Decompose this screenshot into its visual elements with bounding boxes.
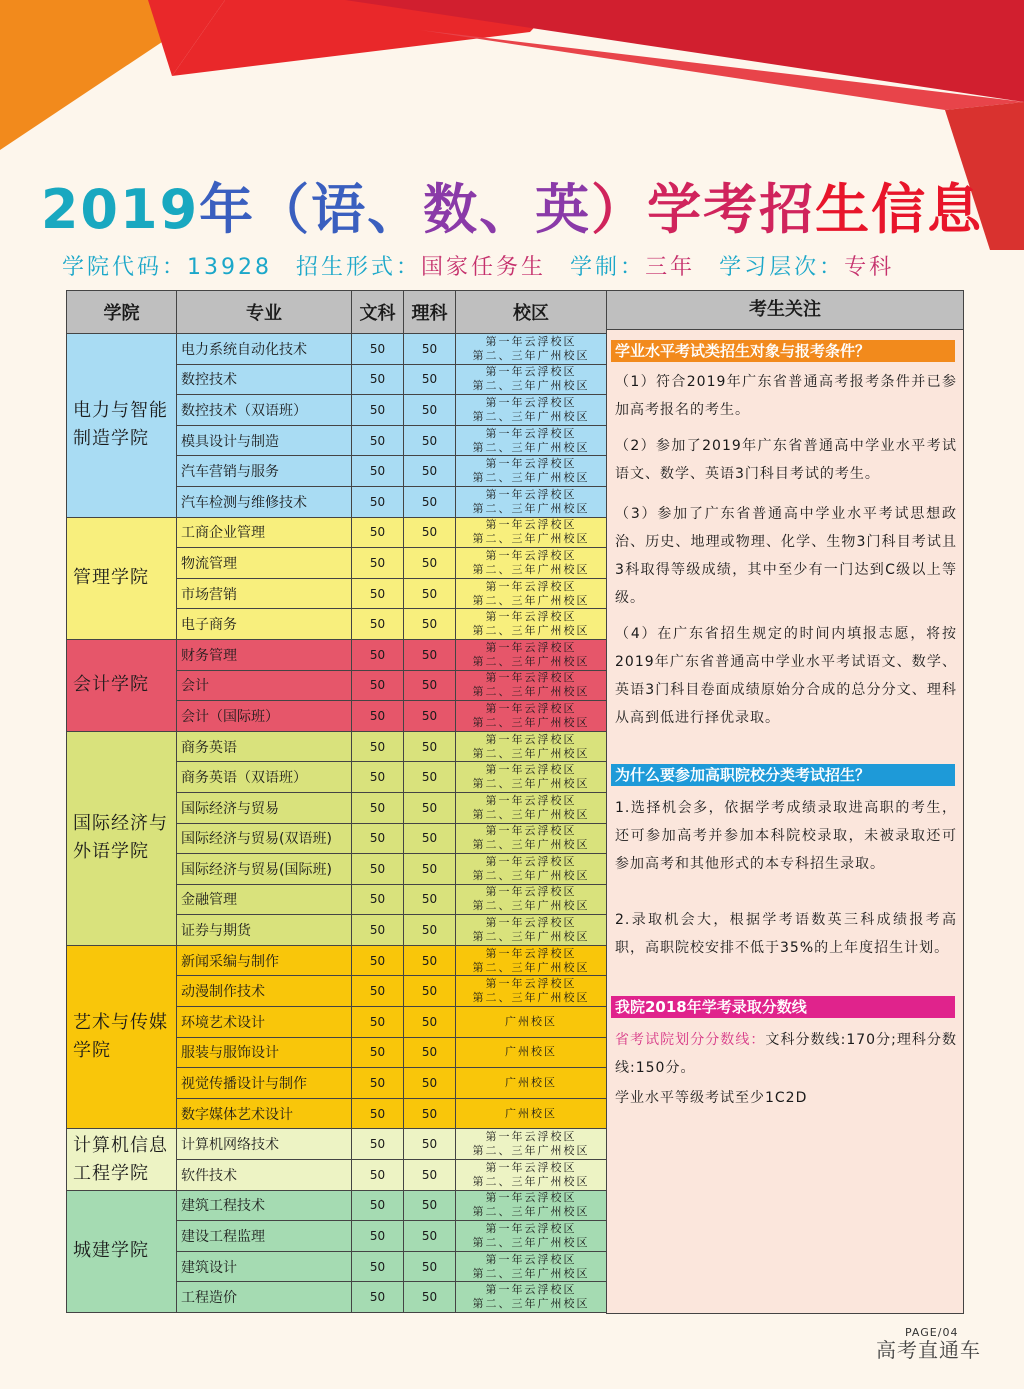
science-score: 50	[404, 762, 456, 793]
section-banner-why: 为什么要参加高职院校分类考试招生？	[611, 764, 955, 786]
science-score: 50	[404, 1068, 456, 1099]
arts-score: 50	[352, 1251, 404, 1282]
college-name: 艺术与传媒学院	[67, 945, 177, 1129]
campus-line-later-years: 第二、三年广州校区	[472, 1174, 590, 1188]
campus-line-first-year: 第一年云浮校区	[485, 977, 577, 991]
header-major: 专业	[177, 291, 352, 334]
science-score: 50	[404, 1282, 456, 1313]
header-campus: 校区	[456, 291, 607, 334]
campus-line-later-years: 第二、三年广州校区	[472, 593, 590, 607]
major-name: 建筑工程技术	[177, 1190, 352, 1221]
campus-line-first-year: 第一年云浮校区	[485, 610, 577, 624]
campus-cell	[456, 670, 607, 701]
arts-score: 50	[352, 945, 404, 976]
campus-line-later-years: 第二、三年广州校区	[472, 1144, 590, 1158]
campus-line-later-years: 第二、三年广州校区	[472, 868, 590, 882]
arts-score: 50	[352, 1190, 404, 1221]
campus-cell	[456, 823, 607, 854]
campus-line-guangzhou: 广州校区	[505, 1076, 557, 1090]
science-score: 50	[404, 945, 456, 976]
header-science: 理科	[404, 291, 456, 334]
campus-line-later-years: 第二、三年广州校区	[472, 532, 590, 546]
arts-score: 50	[352, 1221, 404, 1252]
arts-score: 50	[352, 701, 404, 732]
table-row	[67, 1129, 607, 1160]
science-score: 50	[404, 1190, 456, 1221]
arts-score: 50	[352, 1282, 404, 1313]
major-name: 国际经济与贸易(国际班)	[177, 854, 352, 885]
score-line-text: 文科分数线:170分;理科分数线:150分。	[615, 1032, 958, 1076]
science-score: 50	[404, 1160, 456, 1191]
arts-score: 50	[352, 854, 404, 885]
arts-score: 50	[352, 1037, 404, 1068]
note-paragraph: （1）符合2019年广东省普通高考报考条件并已参加高考报名的考生。	[615, 374, 957, 418]
college-name: 管理学院	[67, 517, 177, 639]
subtitle-info	[62, 250, 1022, 281]
science-score: 50	[404, 792, 456, 823]
campus-line-later-years: 第二、三年广州校区	[472, 960, 590, 974]
college-code-value: 13928	[187, 255, 273, 280]
science-score: 50	[404, 1098, 456, 1129]
major-name: 国际经济与贸易(双语班)	[177, 823, 352, 854]
table-row	[67, 731, 607, 762]
campus-line-first-year: 第一年云浮校区	[485, 1252, 577, 1266]
section-banner-scores: 我院2018年学考录取分数线	[611, 996, 955, 1018]
arts-score: 50	[352, 792, 404, 823]
note-paragraph: 2.录取机会大，根据学考语数英三科成绩报考高职，高职院校安排不低于35%的上年度招生计划。	[615, 912, 957, 956]
major-name: 电子商务	[177, 609, 352, 640]
campus-line-later-years: 第二、三年广州校区	[472, 838, 590, 852]
campus-line-later-years: 第二、三年广州校区	[472, 807, 590, 821]
arts-score: 50	[352, 334, 404, 365]
campus-cell	[456, 792, 607, 823]
campus-cell	[456, 701, 607, 732]
major-name: 数字媒体艺术设计	[177, 1098, 352, 1129]
campus-line-first-year: 第一年云浮校区	[485, 1283, 577, 1297]
campus-cell	[456, 1037, 607, 1068]
campus-line-later-years: 第二、三年广州校区	[472, 379, 590, 393]
campus-cell	[456, 731, 607, 762]
arts-score: 50	[352, 1098, 404, 1129]
campus-line-first-year: 第一年云浮校区	[485, 579, 577, 593]
science-score: 50	[404, 364, 456, 395]
campus-line-first-year: 第一年云浮校区	[485, 1191, 577, 1205]
campus-cell	[456, 762, 607, 793]
campus-line-later-years: 第二、三年广州校区	[472, 715, 590, 729]
section-banner-conditions: 学业水平考试类招生对象与报考条件？	[611, 340, 955, 362]
header-college: 学院	[67, 291, 177, 334]
arts-score: 50	[352, 823, 404, 854]
campus-cell	[456, 945, 607, 976]
watermark: 高考直通车	[876, 1338, 981, 1362]
arts-score: 50	[352, 364, 404, 395]
college-name: 城建学院	[67, 1190, 177, 1312]
campus-cell	[456, 1251, 607, 1282]
science-score: 50	[404, 701, 456, 732]
campus-cell	[456, 1190, 607, 1221]
campus-cell	[456, 639, 607, 670]
campus-cell	[456, 1282, 607, 1313]
science-score: 50	[404, 548, 456, 579]
study-length-label: 学制：	[570, 255, 646, 280]
major-name: 证券与期货	[177, 915, 352, 946]
arts-score: 50	[352, 548, 404, 579]
major-name: 视觉传播设计与制作	[177, 1068, 352, 1099]
campus-line-later-years: 第二、三年广州校区	[472, 348, 590, 362]
major-name: 工商企业管理	[177, 517, 352, 548]
science-score: 50	[404, 1037, 456, 1068]
college-code-label: 学院代码：	[62, 255, 188, 280]
score-line-label: 省考试院划分分数线：	[615, 1032, 766, 1048]
campus-line-later-years: 第二、三年广州校区	[472, 1266, 590, 1280]
campus-line-first-year: 第一年云浮校区	[485, 701, 577, 715]
campus-line-later-years: 第二、三年广州校区	[472, 1297, 590, 1311]
arts-score: 50	[352, 731, 404, 762]
science-score: 50	[404, 731, 456, 762]
note-paragraph: （3）参加了广东省普通高中学业水平考试思想政治、历史、地理或物理、化学、生物3门科目考试且3科取得等级成绩，其中至少有一门达到C级以上等级。	[615, 506, 957, 606]
note-paragraph: （2）参加了2019年广东省普通高中学业水平考试语文、数学、英语3门科目考试的考生。	[615, 438, 957, 482]
campus-cell	[456, 364, 607, 395]
major-name: 会计	[177, 670, 352, 701]
science-score: 50	[404, 1251, 456, 1282]
table-header-row	[67, 291, 607, 334]
campus-line-first-year: 第一年云浮校区	[485, 854, 577, 868]
arts-score: 50	[352, 1129, 404, 1160]
campus-line-later-years: 第二、三年广州校区	[472, 654, 590, 668]
campus-line-first-year: 第一年云浮校区	[485, 548, 577, 562]
major-name: 金融管理	[177, 884, 352, 915]
science-score: 50	[404, 486, 456, 517]
campus-cell	[456, 1007, 607, 1038]
campus-cell	[456, 486, 607, 517]
science-score: 50	[404, 609, 456, 640]
arts-score: 50	[352, 486, 404, 517]
arts-score: 50	[352, 670, 404, 701]
campus-cell	[456, 578, 607, 609]
campus-line-later-years: 第二、三年广州校区	[472, 930, 590, 944]
arts-score: 50	[352, 762, 404, 793]
campus-line-first-year: 第一年云浮校区	[485, 365, 577, 379]
arts-score: 50	[352, 639, 404, 670]
major-name: 商务英语	[177, 731, 352, 762]
campus-line-first-year: 第一年云浮校区	[485, 732, 577, 746]
arts-score: 50	[352, 884, 404, 915]
page-title: 2019年（语、数、英）学考招生信息	[40, 178, 984, 241]
arts-score: 50	[352, 1068, 404, 1099]
campus-cell	[456, 395, 607, 426]
table-row	[67, 945, 607, 976]
arts-score: 50	[352, 456, 404, 487]
campus-line-later-years: 第二、三年广州校区	[472, 777, 590, 791]
campus-line-first-year: 第一年云浮校区	[485, 793, 577, 807]
major-name: 汽车检测与维修技术	[177, 486, 352, 517]
campus-line-first-year: 第一年云浮校区	[485, 334, 577, 348]
science-score: 50	[404, 854, 456, 885]
college-name: 会计学院	[67, 639, 177, 731]
college-name: 计算机信息工程学院	[67, 1129, 177, 1190]
enroll-type-value: 国家任务生	[421, 255, 547, 280]
table-row	[67, 1190, 607, 1221]
campus-line-first-year: 第一年云浮校区	[485, 763, 577, 777]
campus-line-later-years: 第二、三年广州校区	[472, 746, 590, 760]
campus-cell	[456, 548, 607, 579]
table-row	[67, 334, 607, 365]
science-score: 50	[404, 670, 456, 701]
science-score: 50	[404, 517, 456, 548]
science-score: 50	[404, 395, 456, 426]
arts-score: 50	[352, 976, 404, 1007]
campus-line-first-year: 第一年云浮校区	[485, 1222, 577, 1236]
campus-cell	[456, 456, 607, 487]
campus-line-later-years: 第二、三年广州校区	[472, 685, 590, 699]
table-row	[67, 517, 607, 548]
science-score: 50	[404, 425, 456, 456]
major-name: 软件技术	[177, 1160, 352, 1191]
science-score: 50	[404, 578, 456, 609]
science-score: 50	[404, 1129, 456, 1160]
study-length-value: 三年	[645, 255, 696, 280]
arts-score: 50	[352, 1160, 404, 1191]
major-name: 模具设计与制造	[177, 425, 352, 456]
major-name: 计算机网络技术	[177, 1129, 352, 1160]
campus-line-first-year: 第一年云浮校区	[485, 518, 577, 532]
major-name: 新闻采编与制作	[177, 945, 352, 976]
campus-cell	[456, 609, 607, 640]
campus-cell	[456, 1160, 607, 1191]
major-name: 财务管理	[177, 639, 352, 670]
arts-score: 50	[352, 425, 404, 456]
major-name: 国际经济与贸易	[177, 792, 352, 823]
campus-line-later-years: 第二、三年广州校区	[472, 471, 590, 485]
major-name: 环境艺术设计	[177, 1007, 352, 1038]
campus-line-first-year: 第一年云浮校区	[485, 487, 577, 501]
notes-panel	[606, 330, 964, 1314]
campus-cell	[456, 1129, 607, 1160]
enroll-type-label: 招生形式：	[296, 255, 422, 280]
campus-cell	[456, 854, 607, 885]
major-name: 物流管理	[177, 548, 352, 579]
science-score: 50	[404, 823, 456, 854]
campus-line-later-years: 第二、三年广州校区	[472, 899, 590, 913]
major-name: 数控技术（双语班）	[177, 395, 352, 426]
science-score: 50	[404, 639, 456, 670]
note-paragraph: 学业水平等级考试至少1C2D	[615, 1090, 808, 1106]
table-row	[67, 639, 607, 670]
campus-line-first-year: 第一年云浮校区	[485, 457, 577, 471]
science-score: 50	[404, 1007, 456, 1038]
college-name: 电力与智能制造学院	[67, 334, 177, 518]
notes-header: 考生关注	[606, 290, 964, 330]
campus-line-first-year: 第一年云浮校区	[485, 946, 577, 960]
note-paragraph: （4）在广东省招生规定的时间内填报志愿，将按2019年广东省普通高中学业水平考试语文、数学、英语3门科目卷面成绩原始分合成的总分分文、理科从高到低进行择优录取。	[615, 626, 957, 726]
arts-score: 50	[352, 609, 404, 640]
campus-cell	[456, 1098, 607, 1129]
major-name: 电力系统自动化技术	[177, 334, 352, 365]
campus-line-later-years: 第二、三年广州校区	[472, 501, 590, 515]
campus-line-first-year: 第一年云浮校区	[485, 916, 577, 930]
campus-line-first-year: 第一年云浮校区	[485, 395, 577, 409]
major-name: 建筑设计	[177, 1251, 352, 1282]
arts-score: 50	[352, 915, 404, 946]
campus-line-first-year: 第一年云浮校区	[485, 1160, 577, 1174]
study-level-value: 专科	[844, 255, 895, 280]
major-name: 动漫制作技术	[177, 976, 352, 1007]
science-score: 50	[404, 976, 456, 1007]
major-name: 会计（国际班）	[177, 701, 352, 732]
note-paragraph: 1.选择机会多，依据学考成绩录取进高职的考生，还可参加高考并参加本科院校录取，未被录取还可参加高考和其他形式的本专科招生录取。	[615, 800, 957, 872]
major-name: 商务英语（双语班）	[177, 762, 352, 793]
science-score: 50	[404, 456, 456, 487]
campus-line-first-year: 第一年云浮校区	[485, 885, 577, 899]
campus-cell	[456, 884, 607, 915]
campus-line-later-years: 第二、三年广州校区	[472, 409, 590, 423]
campus-line-later-years: 第二、三年广州校区	[472, 624, 590, 638]
campus-cell	[456, 1068, 607, 1099]
study-level-label: 学习层次：	[719, 255, 845, 280]
campus-line-guangzhou: 广州校区	[505, 1014, 557, 1028]
campus-line-guangzhou: 广州校区	[505, 1045, 557, 1059]
arts-score: 50	[352, 578, 404, 609]
page-number: PAGE/04	[905, 1326, 959, 1339]
campus-line-later-years: 第二、三年广州校区	[472, 562, 590, 576]
college-name: 国际经济与外语学院	[67, 731, 177, 945]
campus-line-first-year: 第一年云浮校区	[485, 824, 577, 838]
arts-score: 50	[352, 1007, 404, 1038]
campus-line-guangzhou: 广州校区	[505, 1106, 557, 1120]
campus-cell	[456, 1221, 607, 1252]
campus-line-first-year: 第一年云浮校区	[485, 640, 577, 654]
science-score: 50	[404, 915, 456, 946]
campus-cell	[456, 976, 607, 1007]
campus-cell	[456, 425, 607, 456]
science-score: 50	[404, 884, 456, 915]
campus-line-later-years: 第二、三年广州校区	[472, 1236, 590, 1250]
campus-line-later-years: 第二、三年广州校区	[472, 440, 590, 454]
arts-score: 50	[352, 395, 404, 426]
major-name: 建设工程监理	[177, 1221, 352, 1252]
campus-line-first-year: 第一年云浮校区	[485, 1130, 577, 1144]
campus-cell	[456, 915, 607, 946]
science-score: 50	[404, 1221, 456, 1252]
science-score: 50	[404, 334, 456, 365]
major-name: 数控技术	[177, 364, 352, 395]
note-paragraph	[615, 1026, 957, 1082]
major-name: 服装与服饰设计	[177, 1037, 352, 1068]
enrollment-table	[66, 290, 607, 1313]
campus-line-later-years: 第二、三年广州校区	[472, 1205, 590, 1219]
campus-cell	[456, 334, 607, 365]
campus-line-first-year: 第一年云浮校区	[485, 671, 577, 685]
header-arts: 文科	[352, 291, 404, 334]
major-name: 工程造价	[177, 1282, 352, 1313]
campus-line-later-years: 第二、三年广州校区	[472, 991, 590, 1005]
major-name: 汽车营销与服务	[177, 456, 352, 487]
campus-cell	[456, 517, 607, 548]
major-name: 市场营销	[177, 578, 352, 609]
campus-line-first-year: 第一年云浮校区	[485, 426, 577, 440]
arts-score: 50	[352, 517, 404, 548]
